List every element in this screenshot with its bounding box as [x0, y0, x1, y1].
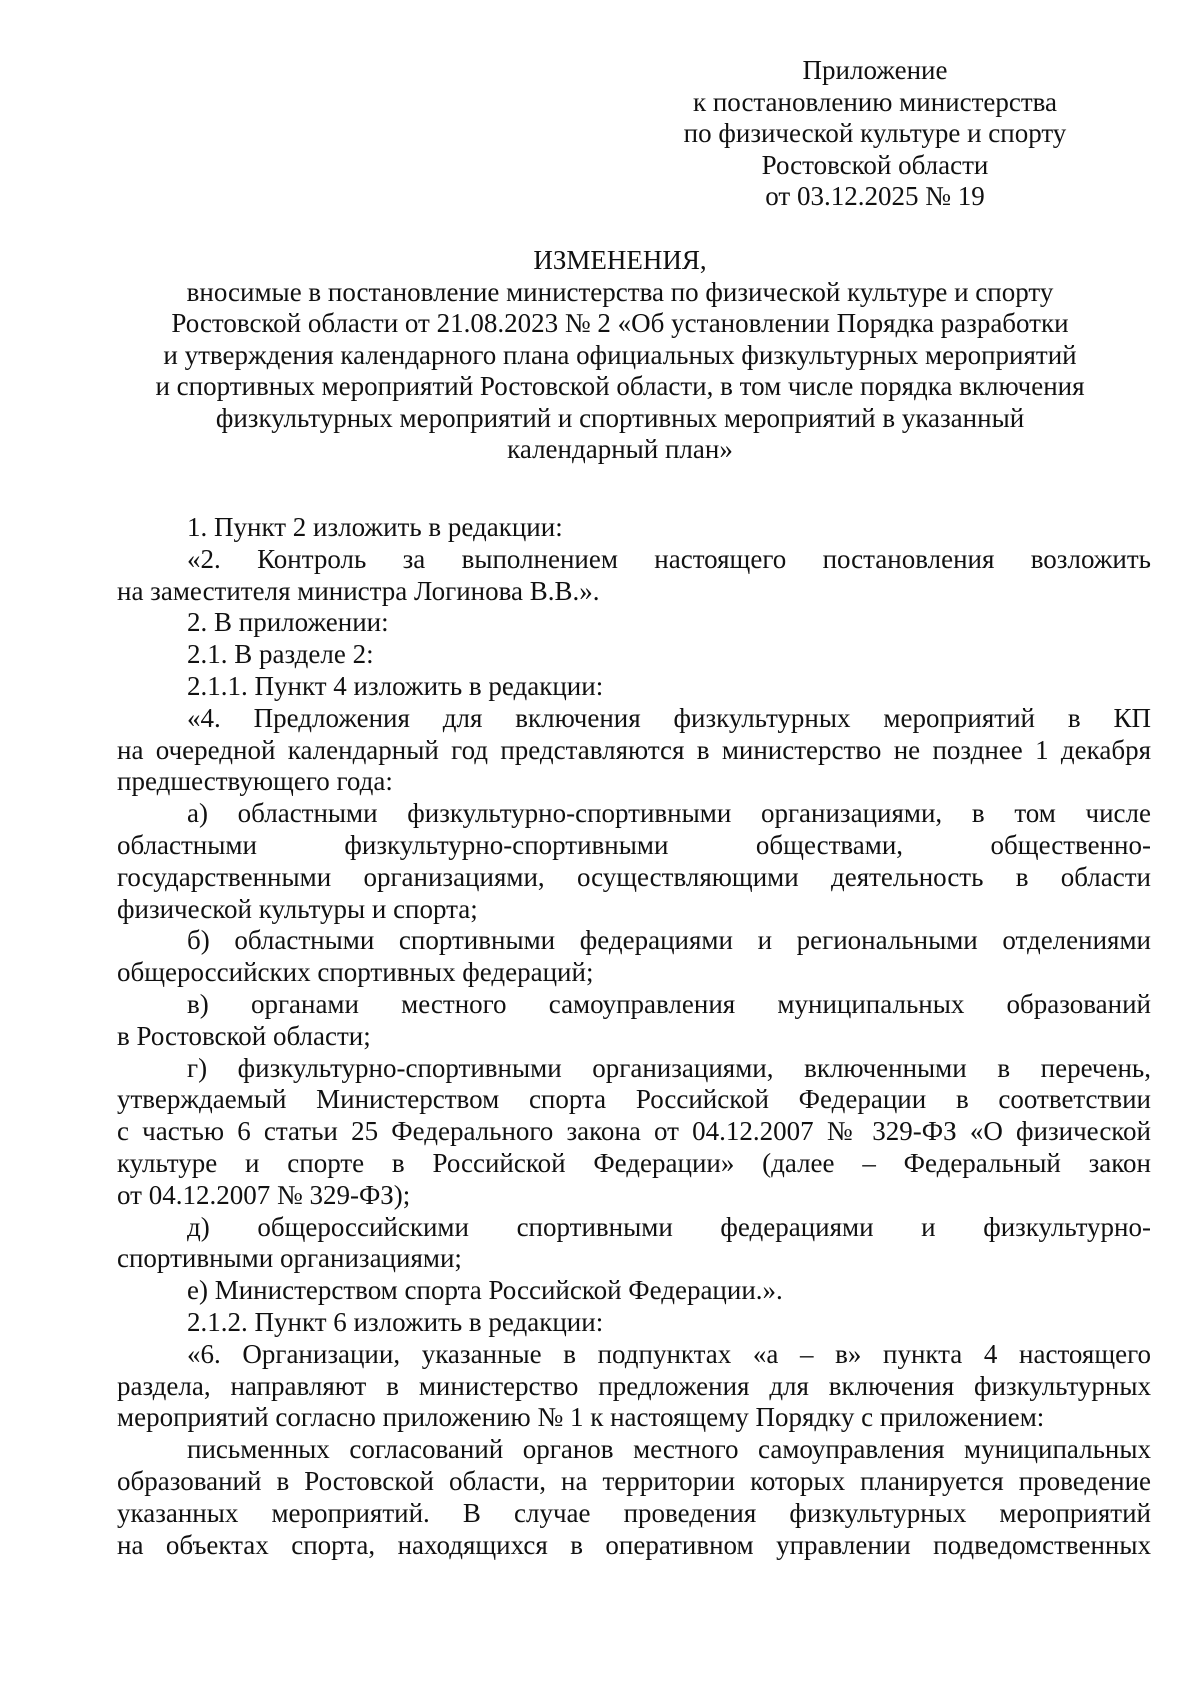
document-body — [117, 512, 1151, 1561]
body-line: 2. В приложении: — [187, 607, 389, 638]
appendix-block — [640, 55, 1110, 213]
heading-line: и утверждения календарного плана официальных физкультурных мероприятий — [163, 339, 1077, 370]
body-line: на объектах спорта, находящихся в оперативном управлении подведомственных — [117, 1529, 1151, 1560]
body-line: письменных согласований органов местного самоуправления муниципальных — [187, 1434, 1151, 1465]
body-line: на заместителя министра Логинова В.В.». — [117, 575, 600, 606]
body-line: предшествующего года: — [117, 766, 393, 797]
body-line: мероприятий согласно приложению № 1 к настоящему Порядку с приложением: — [117, 1402, 1045, 1433]
body-line: с частью 6 статьи 25 Федерального закона от 04.12.2007 № 329-ФЗ «О физической — [117, 1116, 1151, 1147]
body-line: государственными организациями, осуществляющими деятельность в области — [117, 861, 1151, 892]
body-line: «6. Организации, указанные в подпунктах «а – в» пункта 4 настоящего — [187, 1338, 1151, 1369]
heading-line: вносимые в постановление министерства по физической культуре и спорту — [186, 276, 1054, 307]
body-line: областными физкультурно-спортивными обществами, общественно- — [117, 829, 1151, 860]
body-line: 2.1.1. Пункт 4 изложить в редакции: — [187, 670, 604, 701]
body-line: от 04.12.2007 № 329-ФЗ); — [117, 1179, 411, 1210]
body-line: в) органами местного самоуправления муниципальных образований — [187, 988, 1151, 1019]
appendix-line: к постановлению министерства — [692, 86, 1058, 117]
heading-line: и спортивных мероприятий Ростовской области, в том числе порядка включения — [155, 371, 1085, 401]
body-line: б) областными спортивными федерациями и региональными отделениями — [187, 925, 1151, 956]
body-line: указанных мероприятий. В случае проведения физкультурных мероприятий — [117, 1497, 1151, 1528]
body-line: общероссийских спортивных федераций; — [117, 957, 594, 988]
body-line: спортивными организациями; — [117, 1243, 462, 1274]
body-line: в Ростовской области; — [117, 1020, 371, 1051]
body-line: г) физкультурно-спортивными организациями, включенными в перечень, — [187, 1052, 1151, 1083]
body-line: а) областными физкультурно-спортивными организациями, в том числе — [187, 798, 1151, 829]
document-heading — [100, 245, 1140, 466]
body-line: образований в Ростовской области, на территории которых планируется проведение — [117, 1465, 1151, 1496]
body-line: е) Министерством спорта Российской Федерации.». — [187, 1275, 783, 1306]
body-line: физической культуры и спорта; — [117, 893, 478, 924]
appendix-line: Ростовской области — [761, 149, 989, 180]
body-line: 2.1.2. Пункт 6 изложить в редакции: — [187, 1306, 604, 1337]
appendix-line: Приложение — [802, 55, 948, 85]
body-line: на очередной календарный год представляются в министерство не позднее 1 декабря — [117, 734, 1151, 765]
heading-title: ИЗМЕНЕНИЯ, — [533, 245, 707, 275]
body-line: 2.1. В разделе 2: — [187, 639, 374, 670]
body-line: 1. Пункт 2 изложить в редакции: — [187, 512, 563, 542]
body-line: культуре и спорте в Российской Федерации» (далее – Федеральный закон — [117, 1147, 1151, 1178]
body-line: раздела, направляют в министерство предложения для включения физкультурных — [117, 1370, 1151, 1401]
appendix-line: от 03.12.2025 № 19 — [765, 181, 985, 211]
heading-line: календарный план» — [507, 434, 733, 464]
body-line: «4. Предложения для включения физкультурных мероприятий в КП — [187, 702, 1151, 733]
body-line: «2. Контроль за выполнением настоящего постановления возложить — [187, 543, 1151, 574]
appendix-line: по физической культуре и спорту — [683, 118, 1067, 148]
heading-line: физкультурных мероприятий и спортивных мероприятий в указанный — [215, 402, 1025, 433]
body-line: д) общероссийскими спортивными федерациями и физкультурно- — [187, 1211, 1151, 1242]
heading-line: Ростовской области от 21.08.2023 № 2 «Об установлении Порядка разработки — [171, 308, 1069, 338]
body-line: утверждаемый Министерством спорта Российской Федерации в соответствии — [117, 1084, 1151, 1115]
